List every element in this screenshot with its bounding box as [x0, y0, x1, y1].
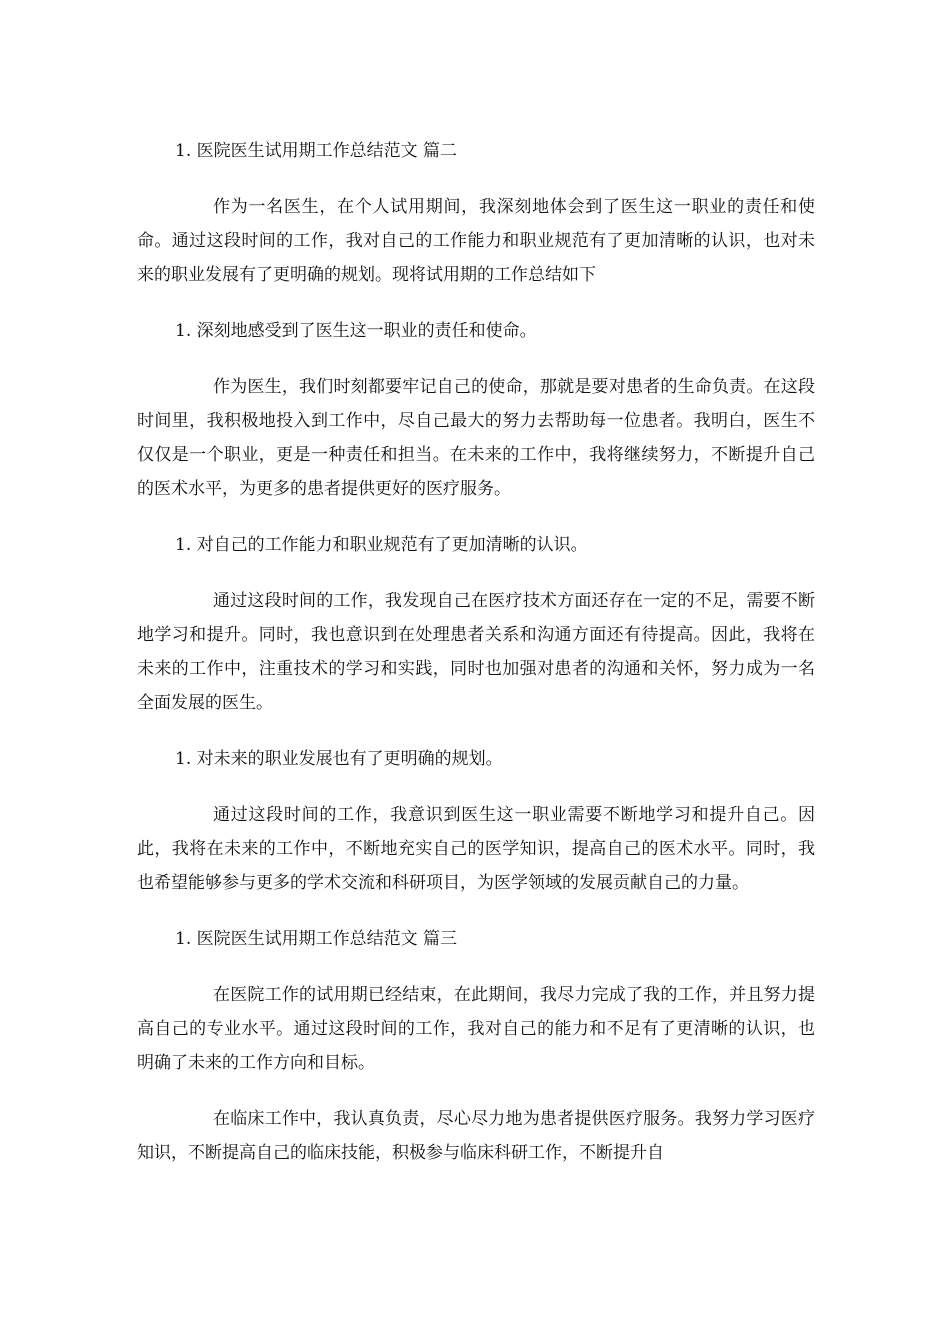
paragraph-6: 在临床工作中，我认真负责，尽心尽力地为患者提供医疗服务。我努力学习医疗知识，不断提高自己的临床技能，积极参与临床科研工作，不断提升自 [137, 1109, 815, 1163]
section-heading-3: 1. 对自己的工作能力和职业规范有了更加清晰的认识。 [175, 535, 588, 555]
section-heading-1: 1. 医院医生试用期工作总结范文 篇二 [175, 141, 458, 161]
paragraph-3: 通过这段时间的工作，我发现自己在医疗技术方面还存在一定的不足，需要不断地学习和提升。同时，我也意识到在处理患者关系和沟通方面还有待提高。因此，我将在未来的工作中，注重技术的学习和实践，同时也加强对患者的沟通和关怀，努力成为一名全面发展的医生。 [137, 591, 815, 713]
paragraph-2: 作为医生，我们时刻都要牢记自己的使命，那就是要对患者的生命负责。在这段时间里，我积极地投入到工作中，尽自己最大的努力去帮助每一位患者。我明白，医生不仅仅是一个职业，更是一种责任和担当。在未来的工作中，我将继续努力，不断提升自己的医术水平，为更多的患者提供更好的医疗服务。 [137, 377, 815, 499]
section-heading-5: 1. 医院医生试用期工作总结范文 篇三 [175, 929, 458, 949]
section-heading-2: 1. 深刻地感受到了医生这一职业的责任和使命。 [175, 321, 537, 341]
paragraph-5: 在医院工作的试用期已经结束，在此期间，我尽力完成了我的工作，并且努力提高自己的专业水平。通过这段时间的工作，我对自己的能力和不足有了更清晰的认识，也明确了未来的工作方向和目标。 [137, 985, 815, 1073]
document-body [137, 134, 815, 1170]
paragraph-4: 通过这段时间的工作，我意识到医生这一职业需要不断地学习和提升自己。因此，我将在未来的工作中，不断地充实自己的医学知识，提高自己的医术水平。同时，我也希望能够参与更多的学术交流和科研项目，为医学领域的发展贡献自己的力量。 [137, 805, 815, 893]
paragraph-1: 作为一名医生，在个人试用期间，我深刻地体会到了医生这一职业的责任和使命。通过这段时间的工作，我对自己的工作能力和职业规范有了更加清晰的认识，也对未来的职业发展有了更明确的规划。现将试用期的工作总结如下 [137, 197, 815, 285]
section-heading-4: 1. 对未来的职业发展也有了更明确的规划。 [175, 749, 503, 769]
